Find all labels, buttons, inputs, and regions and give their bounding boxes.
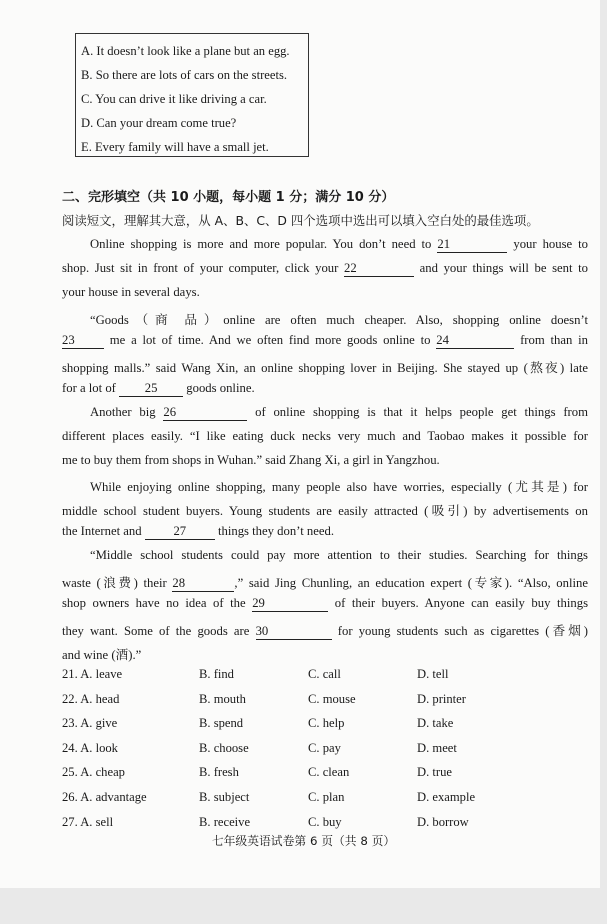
choice-b: B. mouth — [199, 691, 246, 706]
choice-d: D. meet — [417, 740, 457, 755]
blank-29: 29 — [252, 597, 328, 612]
passage-line — [62, 381, 588, 397]
passage-line — [62, 524, 588, 540]
blank-27: 27 — [145, 525, 215, 540]
choice-b: B. choose — [199, 740, 249, 755]
option-a: A. It doesn’t look like a plane but an egg. — [81, 44, 290, 58]
choice-a: 27. A. sell — [62, 814, 114, 829]
choice-a: 26. A. advantage — [62, 789, 147, 804]
section-title: 二、完形填空（共 10 小题，每小题 1 分；满分 10 分） — [62, 190, 395, 205]
blank-21: 21 — [437, 238, 507, 253]
page-footer: 七年级英语试卷第 6 页（共 8 页） — [211, 834, 396, 848]
text: of their buyers. Anyone can easily buy things — [334, 596, 589, 610]
passage-line: your house in several days. — [62, 285, 200, 299]
text: from than in — [520, 333, 589, 347]
choice-c: C. pay — [308, 740, 341, 755]
text: they want. Some of the goods are — [62, 624, 250, 638]
text: your house to — [513, 237, 589, 251]
choice-c: C. buy — [308, 814, 342, 829]
blank-25: 25 — [119, 382, 183, 397]
blank-30: 30 — [256, 625, 332, 640]
question-row — [62, 714, 582, 739]
choice-c: C. clean — [308, 765, 350, 780]
choice-b: B. find — [199, 667, 234, 681]
text: for a lot of — [62, 381, 116, 395]
question-row — [62, 665, 582, 690]
choice-b: B. receive — [199, 814, 251, 829]
text: and your things will be sent to — [419, 261, 589, 275]
choice-c: C. help — [308, 716, 345, 731]
passage-line: and wine (酒).” — [62, 648, 142, 662]
text: waste (浪费) their — [62, 576, 167, 590]
option-b: B. So there are lots of cars on the streets. — [81, 68, 287, 82]
passage-line — [62, 596, 588, 612]
text: things they don’t need. — [217, 524, 335, 538]
text: goods online. — [186, 381, 255, 395]
choice-a: 22. A. head — [62, 691, 120, 706]
passage-line — [62, 261, 588, 277]
passage-line: “Goods（商 品）online are often much cheaper. Also, shopping online doesn’t — [90, 313, 588, 327]
section-instruction: 阅读短文，理解其大意，从 A、B、C、D 四个选项中选出可以填入空白处的最佳选项。 — [62, 213, 539, 228]
blank-26: 26 — [163, 406, 247, 421]
choice-c: C. mouse — [308, 691, 356, 706]
passage-line: While enjoying online shopping, many people also have worries, especially (尤其是) for — [90, 480, 588, 494]
passage-line — [90, 405, 588, 421]
blank-23: 23 — [62, 334, 104, 349]
choice-c: C. plan — [308, 789, 345, 804]
question-row — [62, 788, 582, 813]
choice-d: D. printer — [417, 691, 466, 706]
choice-d: D. take — [417, 716, 454, 731]
text: of online shopping is that it helps people get things from — [255, 405, 588, 419]
choice-b: B. subject — [199, 789, 250, 804]
text: the Internet and — [62, 524, 142, 538]
passage-line: me to buy them from shops in Wuhan.” said Zhang Xi, a girl in Yangzhou. — [62, 453, 440, 467]
choice-c: C. call — [308, 667, 341, 681]
question-row — [62, 690, 582, 715]
option-c: C. You can drive it like driving a car. — [81, 92, 267, 106]
choice-b: B. spend — [199, 716, 244, 731]
passage-line — [62, 620, 588, 640]
passage-line — [62, 333, 588, 349]
choice-a: 24. A. look — [62, 740, 118, 755]
choice-a: 23. A. give — [62, 716, 118, 731]
option-e: E. Every family will have a small jet. — [81, 140, 269, 154]
text: ,” said Jing Chunling, an education expert (专家). “Also, online — [234, 576, 588, 590]
text: for young students such as cigarettes (香烟) — [337, 624, 589, 638]
passage-line — [62, 572, 588, 592]
question-row — [62, 739, 582, 764]
blank-24: 24 — [436, 334, 514, 349]
passage-line — [90, 237, 588, 253]
passage-line: shopping malls.” said Wang Xin, an online shopping lover in Beijing. She stayed up (熬夜) late — [62, 361, 588, 375]
question-row — [62, 763, 582, 788]
choice-a: 25. A. cheap — [62, 765, 125, 780]
option-d: D. Can your dream come true? — [81, 116, 237, 130]
text: shop. Just sit in front of your computer, click your — [62, 261, 339, 275]
choice-b: B. fresh — [199, 765, 239, 780]
choice-d: D. example — [417, 789, 476, 804]
text: Online shopping is more and more popular. You don’t need to — [90, 237, 432, 251]
choice-d: D. borrow — [417, 814, 469, 829]
passage-line: middle school student buyers. Young students are easily attracted (吸引) by advertisements on — [62, 504, 588, 518]
choice-d: D. tell — [417, 667, 449, 681]
blank-22: 22 — [344, 262, 414, 277]
passage-line: different places easily. “I like eating duck necks very much and Taobao makes it possible for — [62, 429, 588, 443]
text: shop owners have no idea of the — [62, 596, 246, 610]
choices-grid — [62, 665, 582, 837]
choice-a: 21. A. leave — [62, 667, 123, 681]
text: Another big — [90, 405, 156, 419]
passage-line: “Middle school students could pay more attention to their studies. Searching for things — [90, 548, 588, 562]
blank-28: 28 — [172, 577, 234, 592]
text: me a lot of time. And we often find more goods online to — [109, 333, 431, 347]
choice-d: D. true — [417, 765, 452, 780]
option-box — [75, 33, 309, 157]
